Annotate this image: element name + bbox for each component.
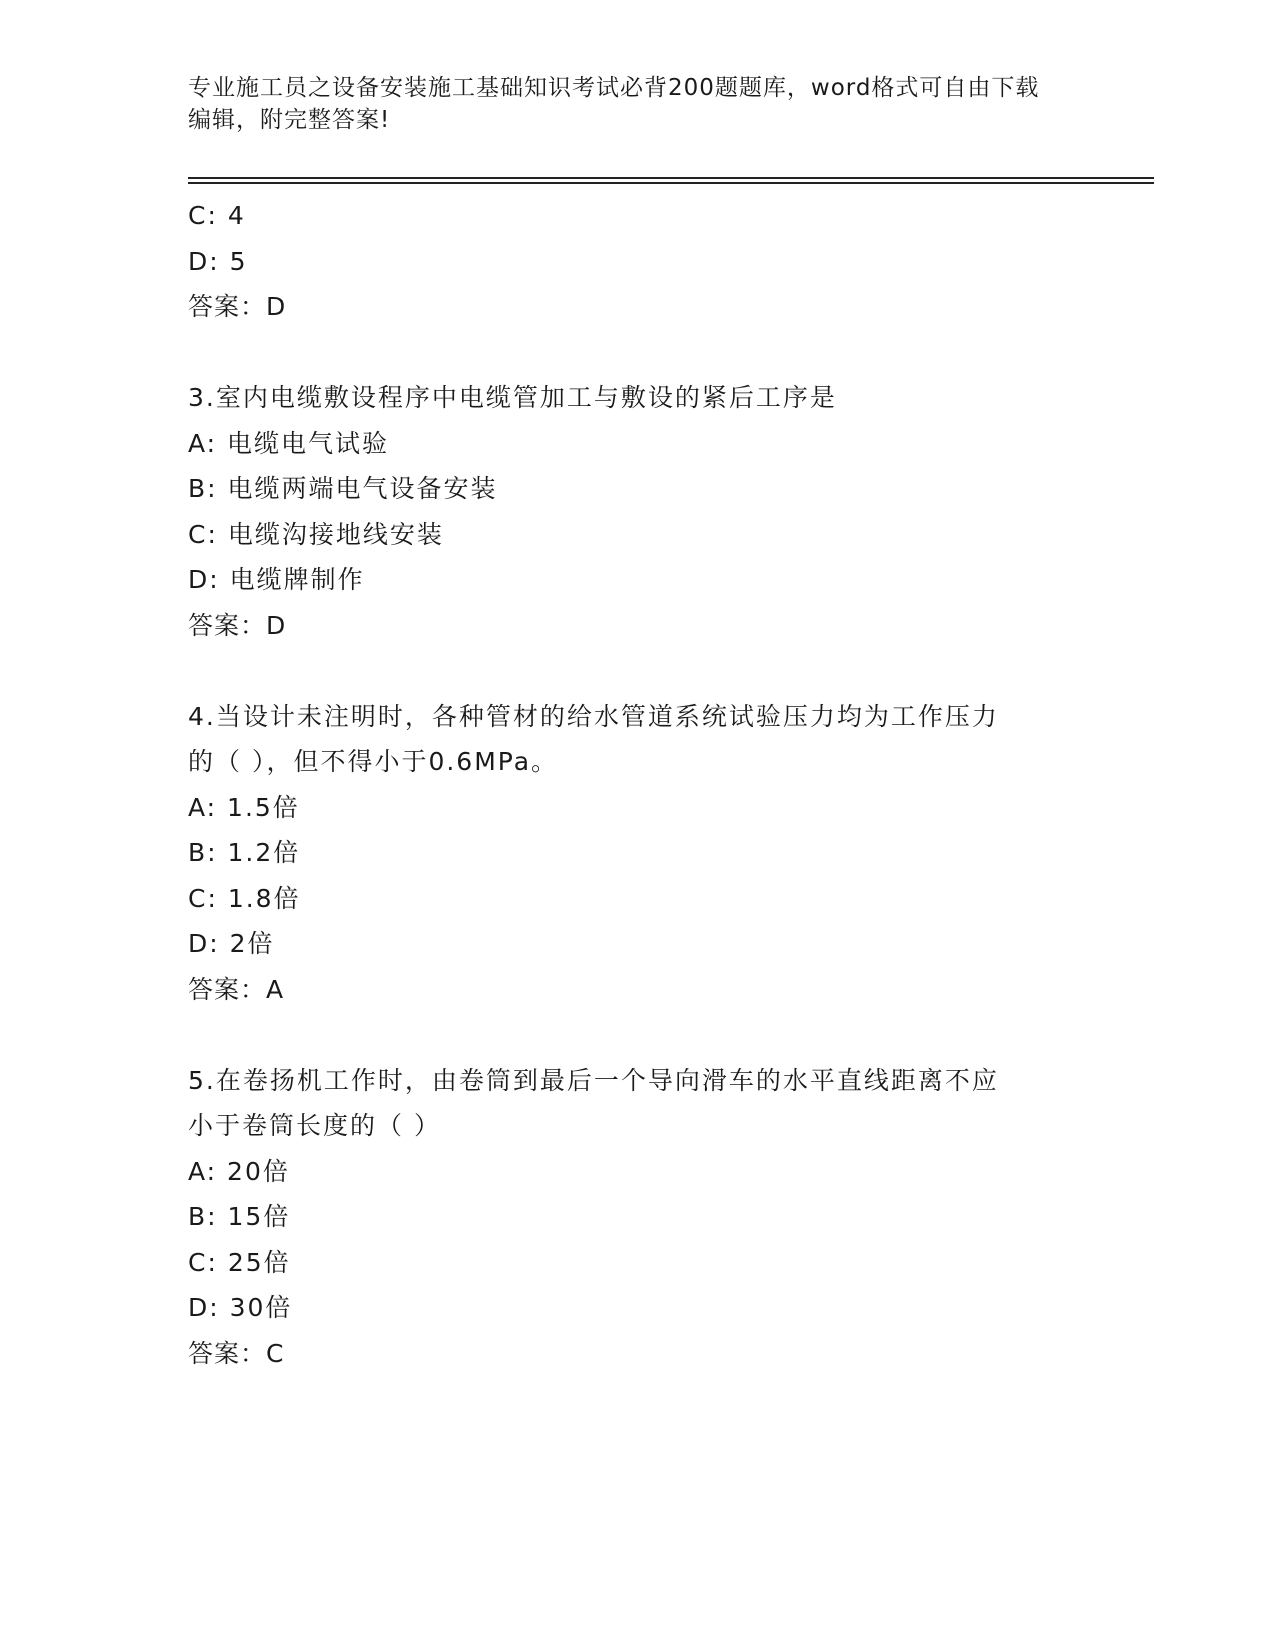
answer-line: 答案：C	[188, 1338, 285, 1368]
header-divider-top	[188, 177, 1154, 179]
question-4	[188, 694, 1088, 1013]
spacer	[188, 648, 1088, 694]
answer-line: 答案：D	[188, 292, 287, 321]
document-header	[188, 72, 1088, 136]
option-c: C: 电缆沟接地线安装	[188, 519, 444, 549]
question-stem-line-2: 的（ ），但不得小于0.6MPa。	[188, 747, 559, 776]
option-d: D: 5	[188, 246, 248, 276]
document-body	[188, 193, 1088, 1376]
question-stem-line-1: 4.当设计未注明时，各种管材的给水管道系统试验压力均为工作压力	[188, 701, 999, 731]
question-stem-line-1: 5.在卷扬机工作时，由卷筒到最后一个导向滑车的水平直线距离不应	[188, 1065, 999, 1095]
option-c: C: 1.8倍	[188, 883, 301, 913]
option-a: A: 电缆电气试验	[188, 428, 390, 458]
question-stem-line-2: 小于卷筒长度的（ ）	[188, 1111, 441, 1140]
header-title-line-2: 编辑，附完整答案!	[188, 107, 391, 133]
question-2-tail	[188, 193, 1088, 330]
answer-line: 答案：D	[188, 610, 287, 640]
option-c: C: 25倍	[188, 1247, 291, 1277]
question-5	[188, 1058, 1088, 1377]
option-d: D: 30倍	[188, 1293, 293, 1322]
option-b: B: 15倍	[188, 1202, 291, 1231]
option-c: C: 4	[188, 201, 246, 230]
header-title-line-1: 专业施工员之设备安装施工基础知识考试必背200题题库，word格式可自由下载	[188, 75, 1040, 101]
option-b: B: 1.2倍	[188, 838, 301, 867]
option-b: B: 电缆两端电气设备安装	[188, 474, 498, 503]
spacer	[188, 1012, 1088, 1058]
question-3	[188, 375, 1088, 648]
answer-line: 答案：A	[188, 974, 285, 1004]
option-a: A: 20倍	[188, 1156, 290, 1186]
header-divider-bottom	[188, 182, 1154, 184]
option-d: D: 电缆牌制作	[188, 565, 365, 594]
question-stem: 3.室内电缆敷设程序中电缆管加工与敷设的紧后工序是	[188, 383, 837, 412]
option-d: D: 2倍	[188, 929, 275, 958]
spacer	[188, 330, 1088, 376]
option-a: A: 1.5倍	[188, 792, 300, 822]
